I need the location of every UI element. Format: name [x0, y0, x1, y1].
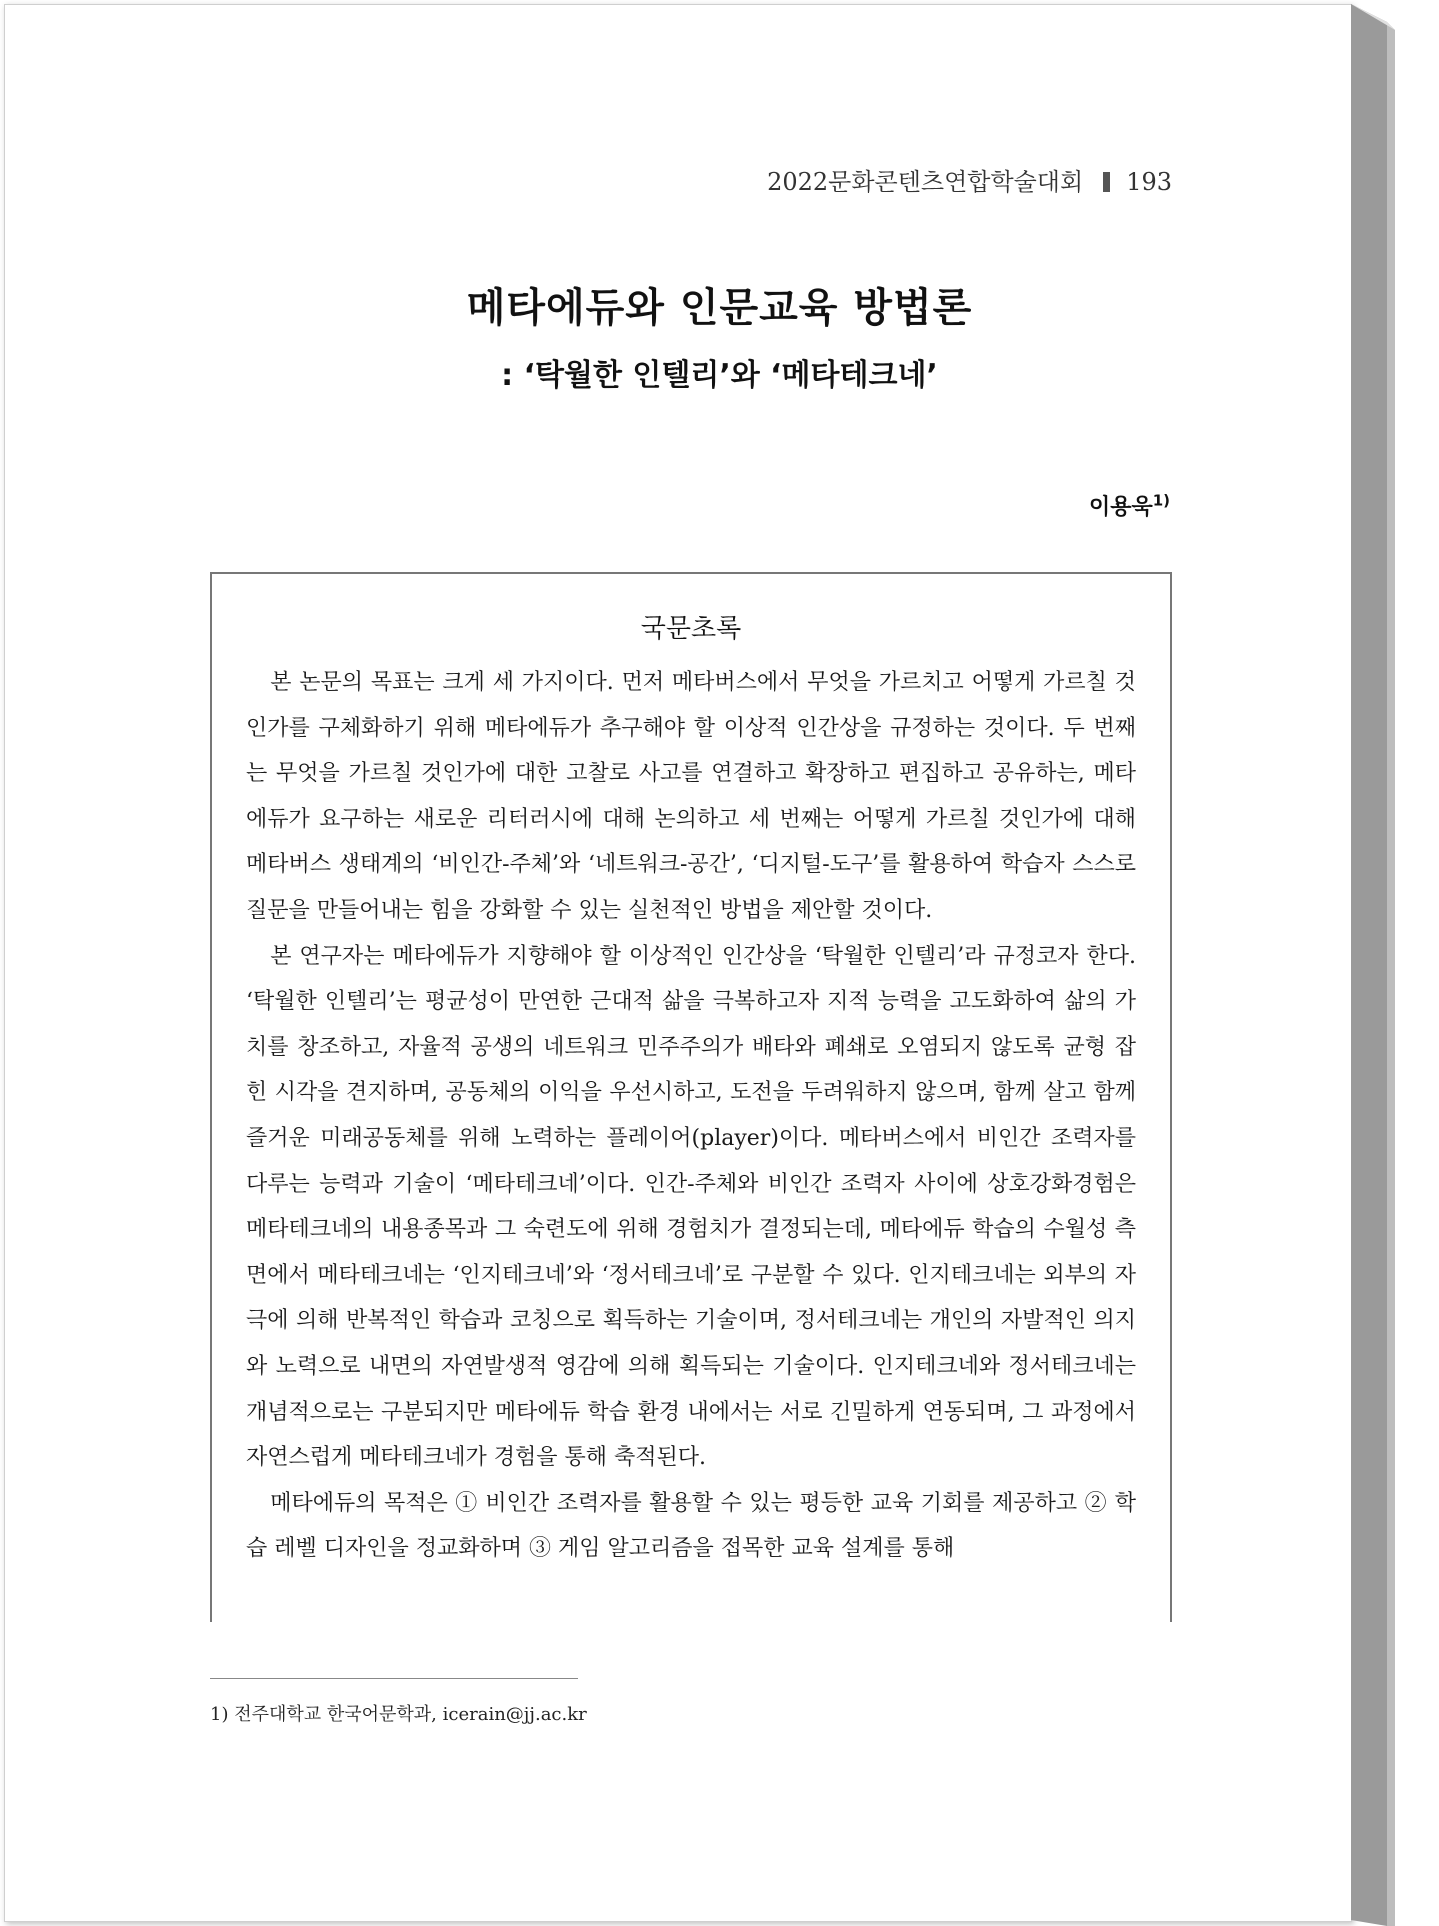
author — [900, 490, 1170, 521]
author-name: 이용욱 — [1088, 495, 1153, 520]
footnote-divider — [210, 1678, 578, 1679]
abstract-body — [246, 660, 1136, 1572]
abstract-paragraph: 본 연구자는 메타에듀가 지향해야 할 이상적인 인간상을 ‘탁월한 인텔리’라 규정코자 한다. ‘탁월한 인텔리’는 평균성이 만연한 근대적 삶을 극복하고자 지적 능력을 고도화하여 삶의 가치를 창조하고, 자율적 공생의 네트워크 민주주의가 배타와 폐쇄로 오염되지 않도록 균형 잡힌 시각을 견지하며, 공동체의 이익을 우선시하고, 도전을 두려워하지 않으며, 함께 살고 함께 즐거운 미래공동체를 위해 노력하는 플레이어(player)이다. 메타버스에서 비인간 조력자를 다루는 능력과 기술이 ‘메타테크네’이다. 인간-주체와 비인간 조력자 사이에 상호강화경험은 메타테크네의 내용종목과 그 숙련도에 위해 경험치가 결정되는데, 메타에듀 학습의 수월성 측면에서 메타테크네는 ‘인지테크네’와 ‘정서테크네’로 구분할 수 있다. 인지테크네는 외부의 자극에 의해 반복적인 학습과 코칭으로 획득하는 기술이며, 정서테크네는 개인의 자발적인 의지와 노력으로 내면의 자연발생적 영감에 의해 획득되는 기술이다. 인지테크네와 정서테크네는 개념적으로는 구분되지만 메타에듀 학습 환경 내에서는 서로 긴밀하게 연동되며, 그 과정에서 자연스럽게 메타테크네가 경험을 통해 축적된다. — [246, 943, 1136, 1471]
running-head — [760, 162, 1172, 197]
footnote: 1) 전주대학교 한국어문학과, icerain@jj.ac.kr — [210, 1704, 587, 1725]
abstract-heading: 국문초록 — [640, 614, 742, 644]
author-footnote-mark: 1) — [1152, 491, 1170, 510]
abstract-paragraph: 메타에듀의 목적은 ① 비인간 조력자를 활용할 수 있는 평등한 교육 기회를 제공하고 ② 학습 레벨 디자인을 정교화하며 ③ 게임 알고리즘을 접목한 교육 설계를 통해 — [246, 1490, 1136, 1562]
separator-bar — [1103, 172, 1110, 192]
abstract-paragraph: 본 논문의 목표는 크게 세 가지이다. 먼저 메타버스에서 무엇을 가르치고 어떻게 가르칠 것인가를 구체화하기 위해 메타에듀가 추구해야 할 이상적 인간상을 규정하는 것이다. 두 번째는 무엇을 가르칠 것인가에 대한 고찰로 사고를 연결하고 확장하고 편집하고 공유하는, 메타에듀가 요구하는 새로운 리터러시에 대해 논의하고 세 번째는 어떻게 가르칠 것인가에 대해 메타버스 생태계의 ‘비인간-주체’와 ‘네트워크-공간’, ‘디지털-도구’를 활용하여 학습자 스스로 질문을 만들어내는 힘을 강화할 수 있는 실천적인 방법을 제안할 것이다. — [246, 670, 1136, 923]
paper-subtitle: : ‘탁월한 인텔리’와 ‘메타테크네’ — [501, 358, 938, 393]
paper-title: 메타에듀와 인문교육 방법론 — [466, 285, 973, 331]
page-number: 193 — [1126, 168, 1172, 196]
journal-name: 2022문화콘텐츠연합학술대회 — [767, 168, 1084, 196]
